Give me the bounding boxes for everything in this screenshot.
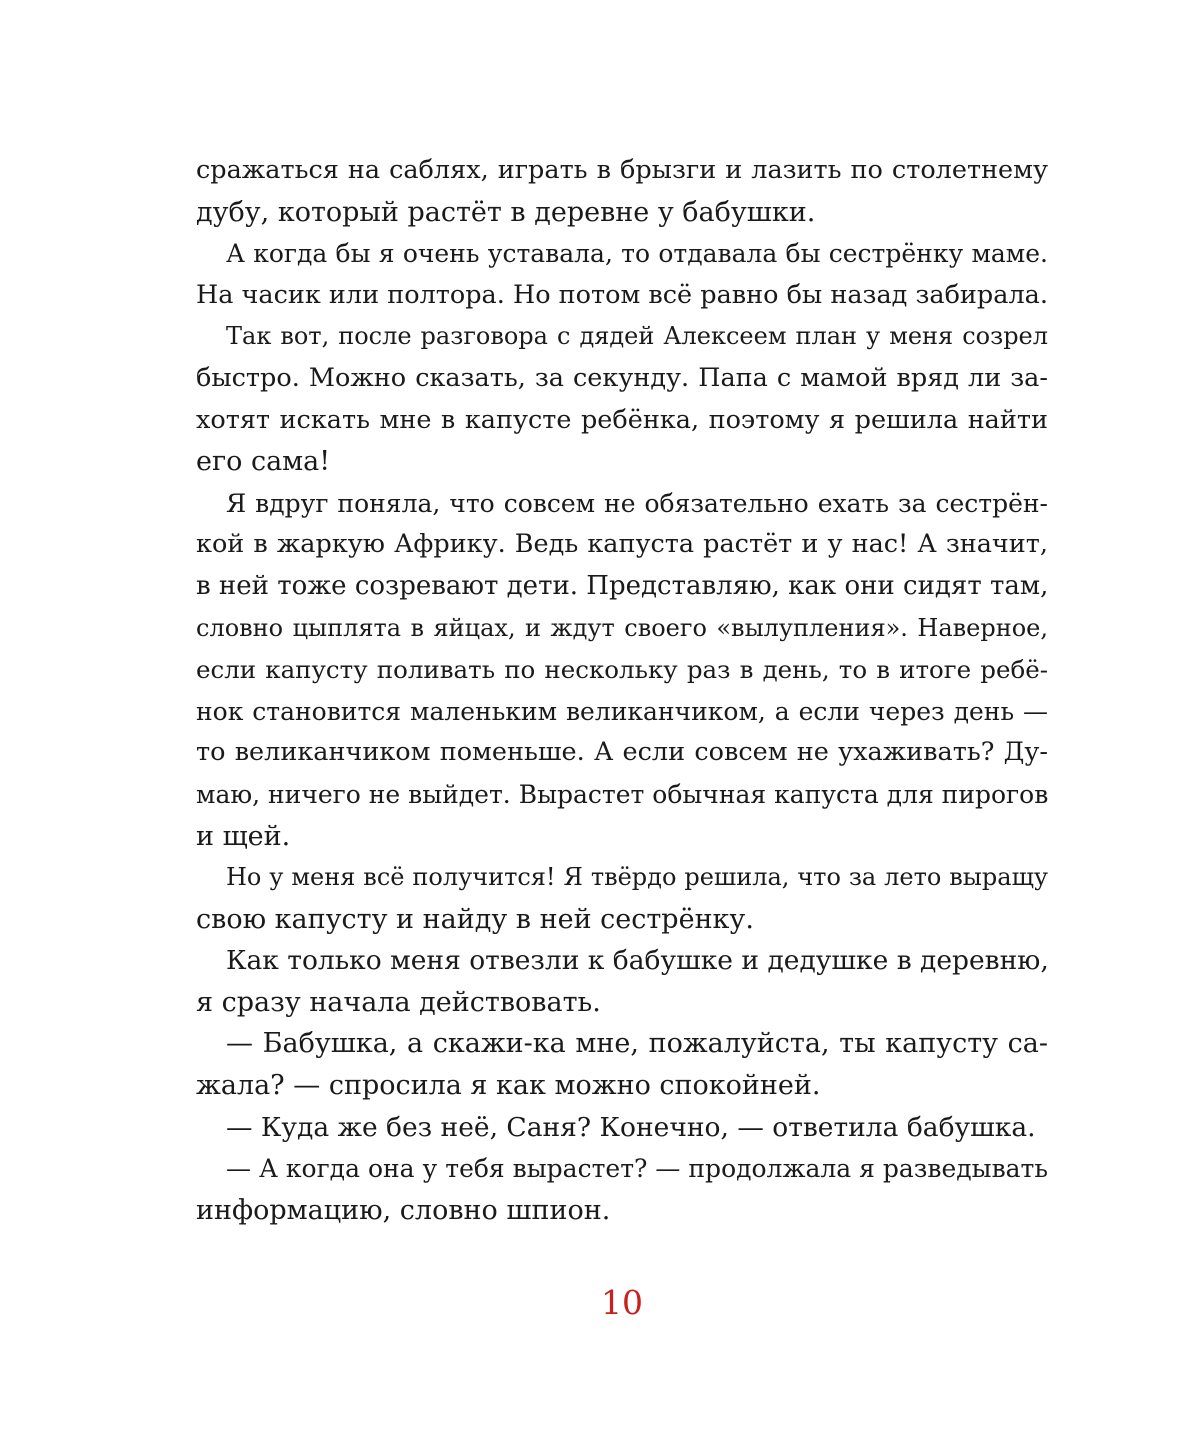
text-line: хотят искать мне в капусте ребёнка, поэтому я решила найти [196, 404, 1048, 435]
text-line: Я вдруг поняла, что совсем не обязательно ехать за сестрён- [226, 488, 1048, 518]
text-line: — Куда же без неё, Саня? Конечно, — ответила бабушка. [226, 1111, 1036, 1143]
text-line: его сама! [196, 446, 331, 478]
text-line: Но у меня всё получится! Я твёрдо решила, что за лето выращу [226, 863, 1048, 892]
text-line: А когда бы я очень уставала, то отдавала бы сестрёнку маме. [226, 239, 1048, 269]
text-line: свою капусту и найду в ней сестрёнку. [196, 903, 754, 935]
text-line: На часик или полтора. Но потом всё равно бы назад забирала. [196, 279, 1048, 310]
text-line: словно цыплята в яйцах, и ждут своего «вылупления». Наверное, [196, 613, 1048, 642]
text-line: — Бабушка, а скажи-ка мне, пожалуйста, ты капусту са- [226, 1028, 1048, 1060]
paragraph [196, 150, 1048, 233]
page-number: 10 [601, 1283, 643, 1322]
text-line: сражаться на саблях, играть в брызги и лазить по столетнему [196, 155, 1048, 185]
text-line: дубу, который растёт в деревне у бабушки. [196, 196, 816, 228]
paragraph [196, 1148, 1048, 1231]
paragraph [196, 1107, 1048, 1149]
text-line: я сразу начала действовать. [196, 986, 601, 1018]
paragraph [196, 233, 1048, 316]
text-line: Так вот, после разговора с дядей Алексеем план у меня созрел [226, 322, 1048, 351]
text-line: то великанчиком поменьше. А если совсем не ухаживать? Ду- [196, 737, 1048, 768]
paragraph [196, 483, 1048, 857]
paragraph [196, 316, 1048, 482]
text-line: нок становится маленьким великанчиком, а если через день — [196, 696, 1048, 726]
body-text [196, 150, 1048, 1231]
paragraph [196, 1023, 1048, 1106]
text-line: — А когда она у тебя вырастет? — продолжала я разведывать [226, 1154, 1048, 1184]
text-line: информацию, словно шпион. [196, 1194, 611, 1226]
text-line: жала? — спросила я как можно спокойней. [196, 1070, 821, 1102]
paragraph [196, 857, 1048, 940]
text-line: если капусту поливать по нескольку раз в день, то в итоге ребё- [196, 655, 1048, 685]
text-line: и щей. [196, 820, 291, 852]
text-line: быстро. Можно сказать, за секунду. Папа с мамой вряд ли за- [196, 362, 1048, 393]
text-line: в ней тоже созревают дети. Представляю, как они сидят там, [196, 570, 1049, 601]
text-line: маю, ничего не выйдет. Вырастет обычная капуста для пирогов [196, 779, 1049, 809]
text-line: Как только меня отвезли к бабушке и дедушке в деревню, [226, 945, 1049, 977]
paragraph [196, 940, 1048, 1023]
text-line: кой в жаркую Африку. Ведь капуста растёт и у нас! А значит, [196, 529, 1048, 560]
